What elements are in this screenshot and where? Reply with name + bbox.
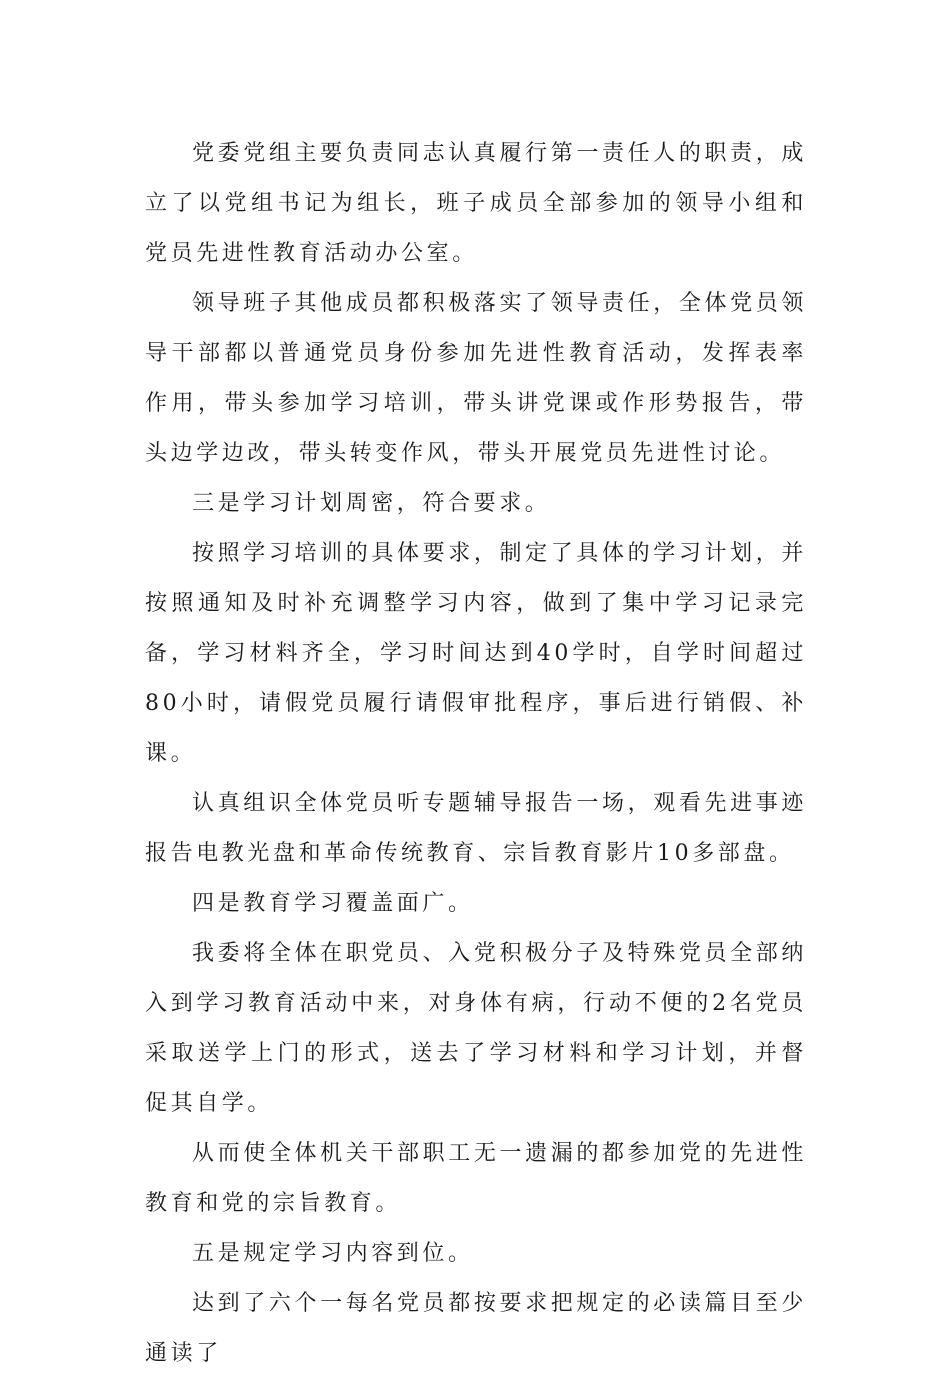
paragraph: 我委将全体在职党员、入党积极分子及特殊党员全部纳入到学习教育活动中来，对身体有病，行动不便的2名党员采取送学上门的形式，送去了学习材料和学习计划，并督促其自学。 [145,941,807,1116]
paragraph: 党委党组主要负责同志认真履行第一责任人的职责，成立了以党组书记为组长，班子成员全部参加的领导小组和党员先进性教育活动办公室。 [145,141,807,266]
document-body [145,129,807,1379]
paragraph: 从而使全体机关干部职工无一遗漏的都参加党的先进性教育和党的宗旨教育。 [145,1141,807,1216]
paragraph: 按照学习培训的具体要求，制定了具体的学习计划，并按照通知及时补充调整学习内容，做到了集中学习记录完备，学习材料齐全，学习时间达到40学时，自学时间超过80小时，请假党员履行请假审批程序，事后进行销假、补课。 [145,541,807,766]
paragraph: 达到了六个一每名党员都按要求把规定的必读篇目至少通读了 [145,1291,807,1366]
paragraph: 三是学习计划周密，符合要求。 [192,491,551,516]
paragraph: 四是教育学习覆盖面广。 [192,891,474,916]
paragraph: 认真组识全体党员听专题辅导报告一场，观看先进事迹报告电教光盘和革命传统教育、宗旨教育影片10多部盘。 [145,791,807,866]
paragraph: 五是规定学习内容到位。 [192,1241,474,1266]
paragraph: 领导班子其他成员都积极落实了领导责任，全体党员领导干部都以普通党员身份参加先进性教育活动，发挥表率作用，带头参加学习培训，带头讲党课或作形势报告，带头边学边改，带头转变作风，带头开展党员先进性讨论。 [145,291,807,466]
